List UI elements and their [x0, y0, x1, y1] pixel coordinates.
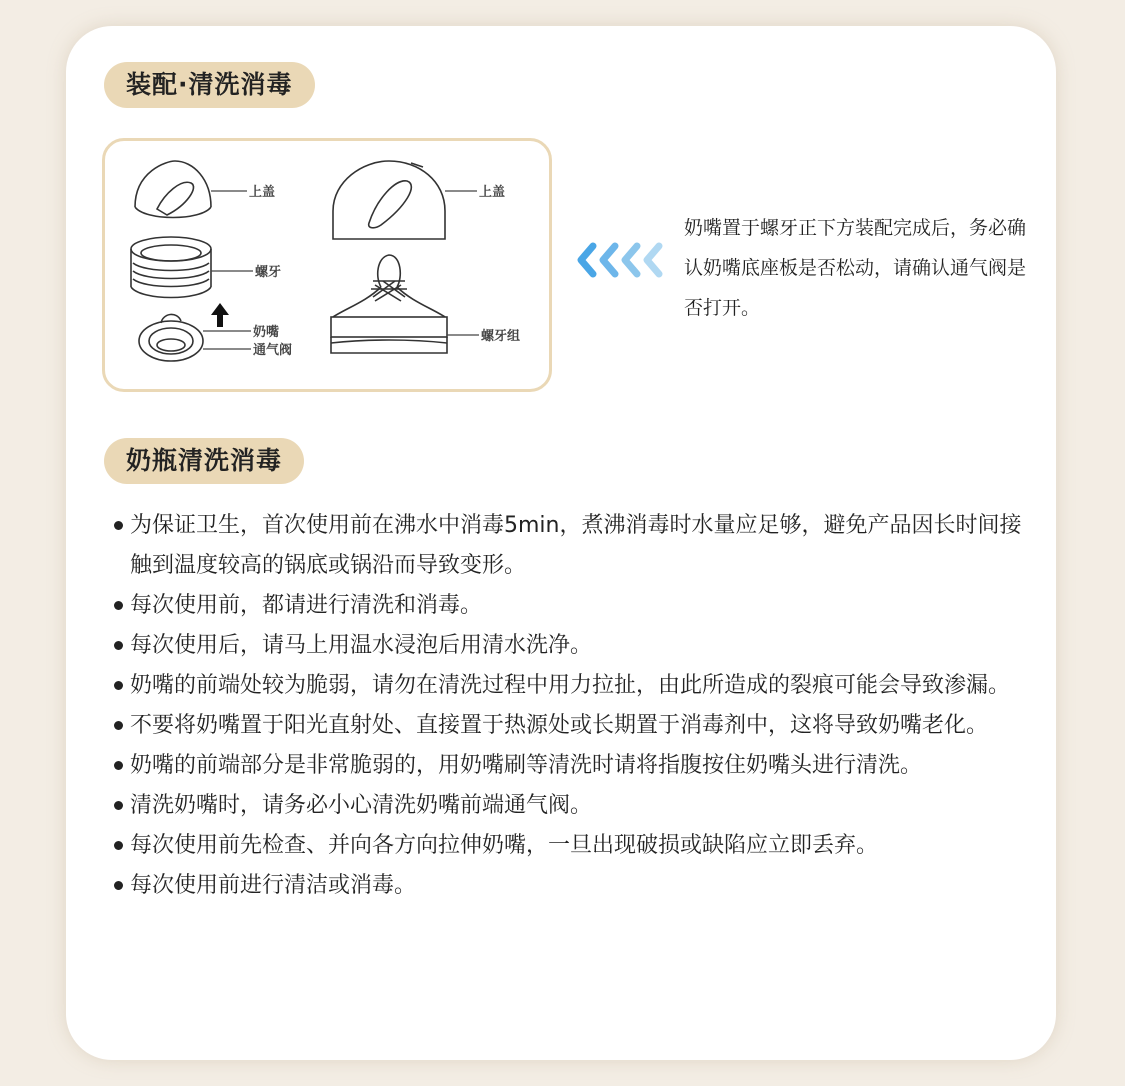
- list-item: 为保证卫生，首次使用前在沸水中消毒5min，煮沸消毒时水量应足够，避免产品因长时间接触到温度较高的锅底或锅沿而导致变形。: [112, 506, 1022, 586]
- left-cap-part: [135, 161, 211, 218]
- right-cap-part: [333, 161, 445, 239]
- left-thread-part: [131, 237, 211, 298]
- list-item: 每次使用前，都请进行清洗和消毒。: [112, 586, 1022, 626]
- list-item: 不要将奶嘴置于阳光直射处、直接置于热源处或长期置于消毒剂中，这将导致奶嘴老化。: [112, 706, 1022, 746]
- section-title-assembly: 装配·清洗消毒: [104, 62, 315, 108]
- label-left-valve: 通气阀: [253, 343, 293, 358]
- list-item: 每次使用前进行清洁或消毒。: [112, 866, 1022, 906]
- list-item: 每次使用后，请马上用温水浸泡后用清水洗净。: [112, 626, 1022, 666]
- cleaning-instructions-list: [112, 506, 1022, 906]
- assembly-note: 奶嘴置于螺牙正下方装配完成后，务必确认奶嘴底座板是否松动，请确认通气阀是否打开。: [684, 217, 1027, 319]
- list-item: 每次使用前先检查、并向各方向拉伸奶嘴，一旦出现破损或缺陷应立即丢弃。: [112, 826, 1022, 866]
- list-item: 奶嘴的前端处较为脆弱，请勿在清洗过程中用力拉扯，由此所造成的裂痕可能会导致渗漏。: [112, 666, 1022, 706]
- assembly-diagram: [102, 138, 552, 392]
- label-right-thread-set: 螺牙组: [481, 329, 521, 344]
- chevron-left-icon: [575, 240, 667, 280]
- label-left-nipple: 奶嘴: [253, 325, 280, 340]
- label-left-cap: 上盖: [249, 185, 276, 200]
- list-item: 奶嘴的前端部分是非常脆弱的，用奶嘴刷等清洗时请将指腹按住奶嘴头进行清洗。: [112, 746, 1022, 786]
- assembly-illustration: [105, 141, 549, 389]
- list-item: 清洗奶嘴时，请务必小心清洗奶嘴前端通气阀。: [112, 786, 1022, 826]
- right-nipple-thread-set: [331, 255, 447, 353]
- section-title-cleaning: 奶瓶清洗消毒: [104, 438, 304, 484]
- left-nipple-part: [139, 314, 203, 361]
- label-right-cap: 上盖: [479, 185, 506, 200]
- arrow-up-icon: [211, 303, 229, 327]
- label-left-thread: 螺牙: [255, 265, 282, 280]
